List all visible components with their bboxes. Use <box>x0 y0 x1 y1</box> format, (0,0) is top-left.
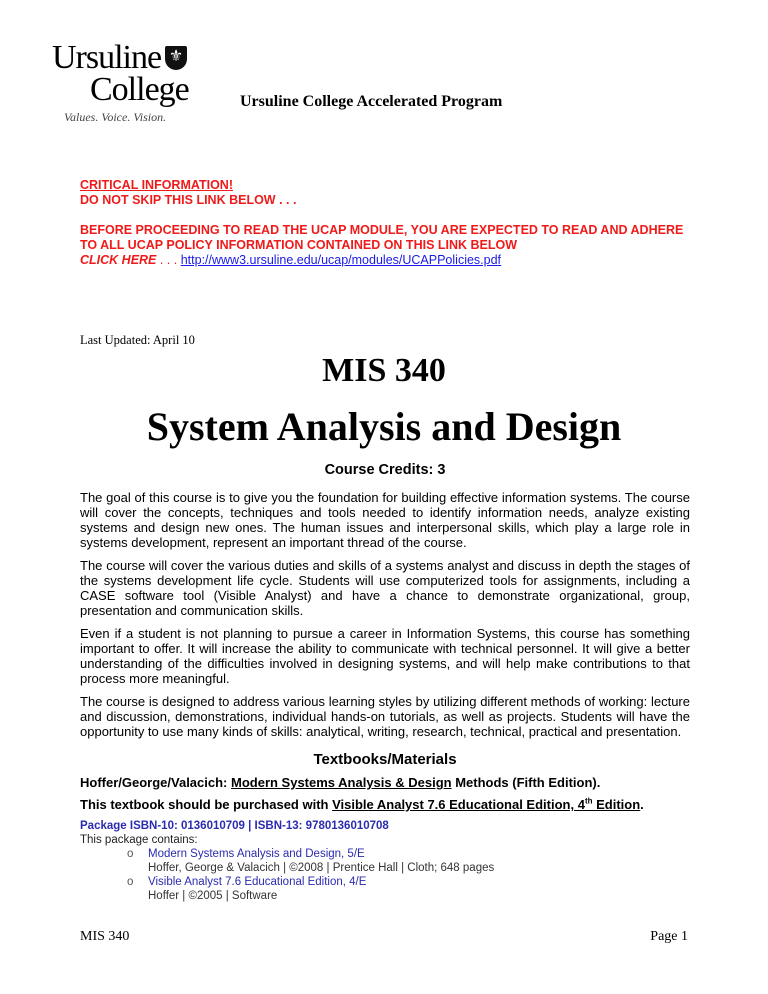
purchase-item: Visible Analyst 7.6 Educational Edition, 4 <box>332 797 585 812</box>
item-detail: Hoffer | ©2005 | Software <box>148 890 278 902</box>
fleur-de-lis-shield-icon: ⚜ <box>165 46 187 70</box>
textbooks-heading: Textbooks/Materials <box>313 751 457 768</box>
logo-tagline: Values. Voice. Vision. <box>64 110 167 124</box>
notice-line3: BEFORE PROCEEDING TO READ THE UCAP MODULE, YOU ARE EXPECTED TO READ AND ADHERE TO ALL UCAP POLICY INFORMATION CONTAINED ON THIS LINK BELOW <box>80 223 684 252</box>
item-title: Visible Analyst 7.6 Educational Edition, 4/E <box>148 876 367 888</box>
package-items <box>80 847 690 903</box>
last-updated: Last Updated: April 10 <box>80 333 195 347</box>
notice-heading: CRITICAL INFORMATION! <box>80 178 233 192</box>
paragraph: The goal of this course is to give you the foundation for building effective information systems. The course will cover the concepts, techniques and tools needed to identify information needs, analyze existing systems and design new ones. The human issues and interpersonal skills, which play a large role in systems development, represent an important thread of the course. <box>80 490 690 550</box>
notice-line2: DO NOT SKIP THIS LINK BELOW . . . <box>80 193 297 207</box>
logo-line1: Ursuline <box>52 39 162 76</box>
main-content <box>80 462 690 903</box>
textbook-line <box>80 775 690 791</box>
course-code: MIS 340 <box>322 352 446 389</box>
purchase-item2: Edition <box>592 797 641 812</box>
item-detail: Hoffer, George & Valacich | ©2008 | Prentice Hall | Cloth; 648 pages <box>148 862 495 874</box>
item-title: Modern Systems Analysis and Design, 5/E <box>148 848 365 860</box>
course-title: System Analysis and Design <box>146 404 622 449</box>
click-here-label: CLICK HERE <box>80 253 157 267</box>
book-title: Modern Systems Analysis & Design <box>231 775 452 790</box>
paragraph: Even if a student is not planning to pursue a career in Information Systems, this course has something important to offer. It will increase the ability to communicate with technical personnel. It will give a better understanding of the difficulties involved in designing systems, and will help make contributions to that process more meaningful. <box>80 626 690 686</box>
authors: Hoffer/George/Valacich: <box>80 775 231 790</box>
purchase-prefix: This textbook should be purchased with <box>80 797 333 812</box>
package-contains: This package contains: <box>80 834 198 846</box>
footer-page: Page 1 <box>650 929 688 944</box>
purchase-sup: th <box>584 796 593 806</box>
book-suffix: Methods (Fifth Edition). <box>451 775 601 790</box>
bullet-icon: o <box>127 876 134 888</box>
critical-notice <box>80 178 690 268</box>
program-title: Ursuline College Accelerated Program <box>240 93 503 110</box>
dots: . . . <box>156 253 181 267</box>
ursuline-logo <box>52 39 222 124</box>
purchase-line: This textbook should be purchased with Visible Analyst 7.6 Educational Edition, 4th Edition. <box>80 796 644 812</box>
bullet-icon: o <box>127 848 134 860</box>
footer-course: MIS 340 <box>80 929 130 944</box>
paragraph: The course is designed to address various learning styles by utilizing different methods of working: lecture and discussion, demonstrations, individual hands-on tutorials, as well as projects. Students will have the opportunity to use many kinds of skills: analytical, writing, research, technical, practical and presentation. <box>80 694 690 739</box>
policy-link[interactable]: http://www3.ursuline.edu/ucap/modules/UCAPPolicies.pdf <box>180 253 502 267</box>
logo-line2: College <box>90 71 189 108</box>
course-credits: Course Credits: 3 <box>324 462 446 478</box>
paragraph: The course will cover the various duties and skills of a systems analyst and discuss in depth the stages of the systems development life cycle. Students will use computerized tools for assignments, including a CASE software tool (Visible Analyst) and have a chance to demonstrate organizational, group, presentation and communication skills. <box>80 558 690 618</box>
isbn: Package ISBN-10: 0136010709 | ISBN-13: 9780136010708 <box>80 820 389 832</box>
